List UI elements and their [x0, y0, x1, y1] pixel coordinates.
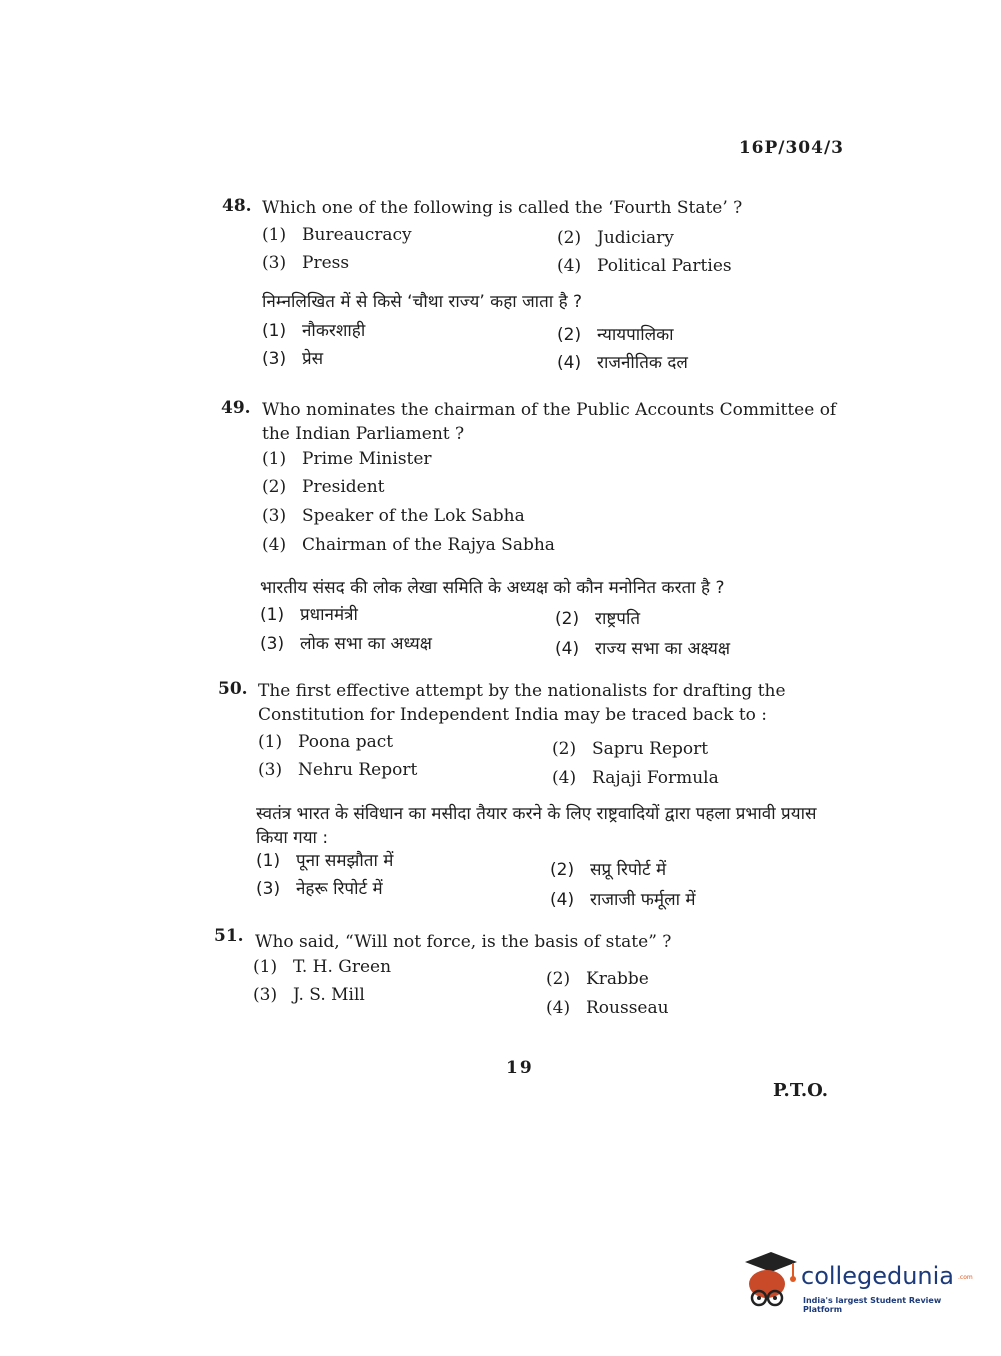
question-text-hindi: भारतीय संसद की लोक लेखा समिति के अध्यक्ष को कौन मनोनित करता है ?: [260, 578, 725, 598]
option-hindi: (1) प्रधानमंत्री: [260, 605, 358, 625]
logo-brand: collegedunia: [801, 1262, 955, 1290]
page-number: 19: [506, 1058, 534, 1078]
option: (4) Chairman of the Rajya Sabha: [262, 535, 555, 555]
collegedunia-logo: [741, 1248, 971, 1320]
option: (4) Rousseau: [546, 998, 669, 1018]
option: (2) President: [262, 477, 385, 497]
option-hindi: (3) नेहरू रिपोर्ट में: [256, 879, 383, 899]
option: (1) Poona pact: [258, 732, 394, 752]
option-hindi: (4) राज्य सभा का अक्ष्यक्ष: [555, 639, 731, 659]
option: (4) Political Parties: [557, 256, 732, 276]
option: (3) J. S. Mill: [253, 985, 365, 1005]
paper-code: 16P/304/3: [738, 138, 844, 158]
question-text: Which one of the following is called the ‘Fourth State’ ?: [262, 198, 743, 218]
question-text: The first effective attempt by the nationalists for drafting the Constitution for Independent India may be traced back to :: [258, 681, 786, 725]
mascot-icon: [741, 1248, 799, 1314]
question-text-hindi: स्वतंत्र भारत के संविधान का मसीदा तैयार करने के लिए राष्ट्रवादियों द्वारा पहला प्रभावी प्रयास किया गया :: [256, 804, 817, 848]
question-text: Who nominates the chairman of the Public Accounts Committee of the Indian Parliament ?: [262, 400, 837, 444]
option-hindi: (3) लोक सभा का अध्यक्ष: [260, 634, 432, 654]
option: (1) Prime Minister: [262, 449, 432, 469]
option: (3) Speaker of the Lok Sabha: [262, 506, 525, 526]
logo-suffix: .com: [958, 1274, 973, 1281]
option-hindi: (3) प्रेस: [262, 349, 324, 369]
logo-tagline: India's largest Student Review Platform: [803, 1296, 942, 1314]
option: (2) Krabbe: [546, 969, 649, 989]
option-hindi: (2) न्यायपालिका: [557, 325, 674, 345]
question-text: Who said, “Will not force, is the basis of state” ?: [255, 932, 672, 952]
option-hindi: (1) पूना समझौता में: [256, 851, 394, 871]
question-number: 50.: [218, 679, 248, 699]
option: (3) Press: [262, 253, 350, 273]
option: (3) Nehru Report: [258, 760, 418, 780]
option-hindi: (2) सप्रू रिपोर्ट में: [550, 860, 667, 880]
question-number: 48.: [222, 196, 252, 216]
question-number: 51.: [214, 926, 244, 946]
option: (4) Rajaji Formula: [552, 768, 719, 788]
question-text-hindi: निम्नलिखित में से किसे ‘चौथा राज्य’ कहा जाता है ?: [262, 292, 583, 312]
option-hindi: (4) राजाजी फर्मूला में: [550, 890, 696, 910]
question-number: 49.: [221, 398, 251, 418]
option: (1) Bureaucracy: [262, 225, 412, 245]
option-hindi: (1) नौकरशाही: [262, 321, 366, 341]
option: (1) T. H. Green: [253, 957, 392, 977]
option-hindi: (4) राजनीतिक दल: [557, 353, 688, 373]
option-hindi: (2) राष्ट्रपति: [555, 609, 641, 629]
option: (2) Judiciary: [557, 228, 674, 248]
please-turn-over: P.T.O.: [773, 1080, 829, 1101]
option: (2) Sapru Report: [552, 739, 709, 759]
